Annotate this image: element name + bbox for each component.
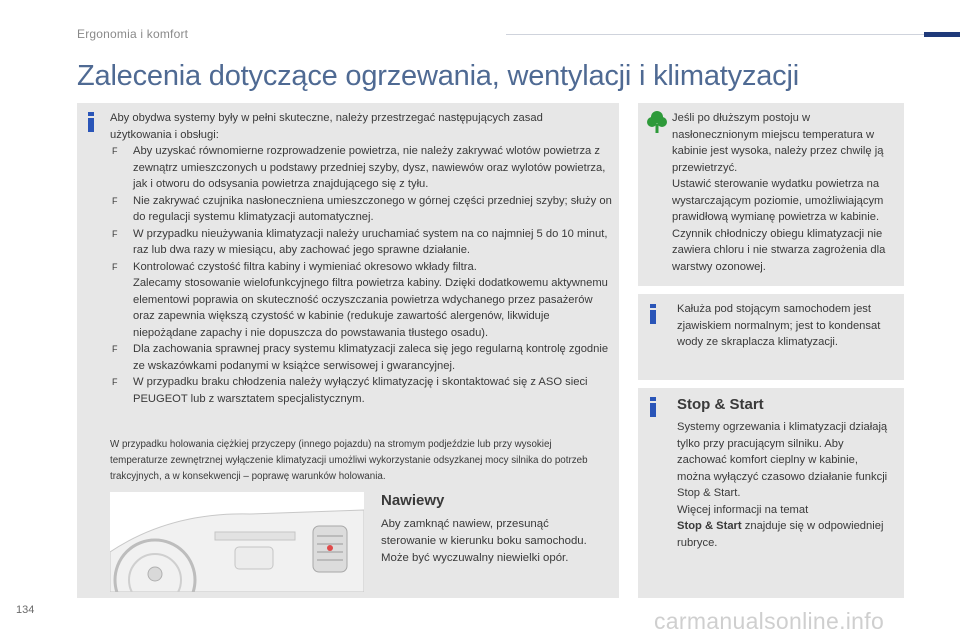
vent-drawing <box>110 492 364 592</box>
info-icon <box>650 397 656 417</box>
puddle-text: Kałuża pod stojącym samochodem jest zjawiskiem normalnym; jest to kondensat wody ze skraplacza klimatyzacji. <box>677 303 881 348</box>
page-title: Zalecenia dotyczące ogrzewania, wentylacji i klimatyzacji <box>77 60 799 92</box>
stopstart-text: Systemy ogrzewania i klimatyzacji działają tylko przy pracującym silniku. Aby zachować komfort cieplny w kabinie, można wyłączyć czasowo działanie funkcji Stop & Start. Więcej informacji na temat Stop & Start znajduje się w odpowiedniej rubryce. <box>677 421 888 549</box>
section-title: Ergonomia i komfort <box>77 27 189 41</box>
nawiewy-text: Aby zamknąć nawiew, przesunąć sterowanie w kierunku boku samochodu. Może być wyczuwalny niewielki opór. <box>381 518 587 564</box>
bullet-glyph: F <box>112 377 118 387</box>
stopstart-heading: Stop & Start <box>677 396 764 413</box>
list-item: F Kontrolować czystość filtra kabiny i wymieniać okresowo wkłady filtra. Zalecamy stosowanie wielofunkcyjnego filtra powietrza kabiny. Dzięki dodatkowemu aktywnemu elementowi poprawia on skuteczność oczyszczania powietrza wdychanego przez pasażerów oraz zapewnia większą czystość w kabinie (redukuje zawartość alergenów, likwiduje niepożądane zapachy i nie dopuszcza do powstawania tłustego osadu). <box>112 260 608 339</box>
bullet-glyph: F <box>112 146 118 156</box>
info-icon <box>650 304 656 324</box>
eco-text: Jeśli po dłuższym postoju w nasłonecznionym miejscu temperatura w kabinie jest wysoka, należy przez chwilę ją przewietrzyć. Ustawić sterowanie wydatku powietrza na wystarczającym poziomie, umożliwiającym prawidłową wymianę powietrza w kabinie. Czynnik chłodniczy obiegu klimatyzacji nie zawiera chloru i nie stwarza zagrożenia dla warstwy ozonowej. <box>672 112 886 273</box>
page-number: 134 <box>16 604 35 616</box>
list-item: F W przypadku braku chłodzenia należy wyłączyć klimatyzację i skontaktować się z ASO sieci PEUGEOT lub z warsztatem specjalistycznym. <box>112 376 588 405</box>
header-rule <box>506 34 924 35</box>
header-accent-bar <box>924 32 960 37</box>
watermark: carmanualsonline.info <box>654 608 885 634</box>
bullet-glyph: F <box>112 261 118 272</box>
main-intro: Aby obydwa systemy były w pełni skuteczne, należy przestrzegać następujących zasad użytkowania i obsługi: <box>110 112 543 141</box>
eco-tree-icon <box>647 110 667 134</box>
stopstart-ref: Stop & Start <box>677 520 742 532</box>
bullet-glyph: F <box>112 195 118 206</box>
list-item: F Dla zachowania sprawnej pracy systemu klimatyzacji zaleca się jego regularną kontrolę zgodnie ze wskazówkami podanymi w książce serwisowej i gwarancyjnej. <box>112 343 609 372</box>
main-bullet-list <box>110 143 616 407</box>
dashboard-vent-illustration <box>110 492 364 592</box>
nawiewy-heading: Nawiewy <box>381 492 445 509</box>
towing-note: W przypadku holowania ciężkiej przyczepy (innego pojazdu) na stromym podjeździe lub przy wysokiej temperaturze zewnętrznej wyłączenie klimatyzacji umożliwi wykorzystanie odsyzkanej mocy silnika do potrzeb trakcyjnych, a w konsekwencji – poprawę warunków holowania. <box>110 439 588 483</box>
bullet-glyph: F <box>112 228 118 239</box>
list-item: F W przypadku nieużywania klimatyzacji należy uruchamiać system na co najmniej 5 do 10 minut, raz lub dwa razy w miesiącu, aby zachować jego sprawne działanie. <box>112 227 608 256</box>
info-icon <box>88 112 94 132</box>
list-item: F Aby uzyskać równomierne rozprowadzenie powietrza, nie należy zakrywać wlotów powietrza z zewnątrz umieszczonych u podstawy przedniej szyby, dysz, nawiewów oraz wylotów powietrza, jak i otworu do odsysania powietrza znajdującego się z tyłu. <box>112 145 606 190</box>
list-item: F Nie zakrywać czujnika nasłoneczniena umieszczonego w górnej części przedniej szyby; służy on do regulacji systemu klimatyzacji automatycznej. <box>112 194 612 223</box>
bullet-glyph: F <box>112 344 118 354</box>
